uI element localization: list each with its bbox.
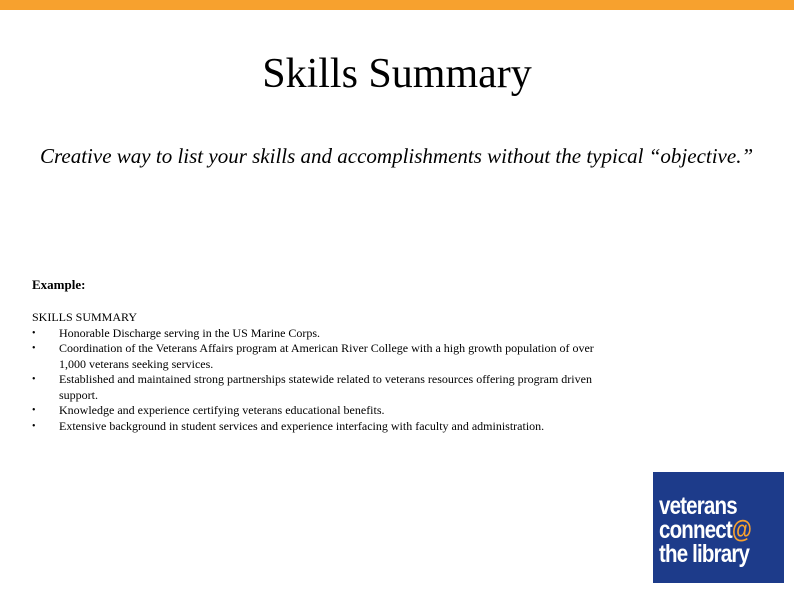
bullet-icon: • — [32, 420, 36, 432]
slide-intro-text: Creative way to list your skills and accomplishments without the typical “objective.” — [40, 144, 754, 168]
skills-list-item-text: Coordination of the Veterans Affairs program at American River College with a high growth population of over 1,000 veterans seeking services. — [59, 341, 594, 371]
skills-summary-heading: SKILLS SUMMARY — [32, 310, 138, 324]
logo-at-symbol: @ — [731, 516, 752, 544]
skills-summary-example — [32, 310, 612, 434]
skills-list-item — [32, 341, 612, 372]
skills-list-item — [32, 326, 612, 342]
skills-list-item — [32, 419, 612, 435]
example-label: Example: — [32, 277, 86, 292]
skills-list-item — [32, 372, 612, 403]
skills-list-item — [32, 403, 612, 419]
bullet-icon: • — [32, 374, 36, 385]
slide-title: Skills Summary — [262, 51, 532, 97]
logo-line-veterans: veterans — [659, 492, 737, 520]
top-accent-bar — [0, 0, 794, 10]
bullet-icon: • — [32, 405, 36, 416]
logo-line-connect — [659, 518, 762, 542]
bullet-icon: • — [32, 343, 36, 354]
logo-connect-text: connect — [659, 516, 732, 544]
skills-list-item-text: Extensive background in student services and experience interfacing with faculty and administration. — [59, 418, 545, 433]
skills-list-item-text: Honorable Discharge serving in the US Marine Corps. — [59, 325, 321, 340]
veterans-connect-logo — [653, 472, 784, 583]
skills-list-item-text: Established and maintained strong partnerships statewide related to veterans resources offering program driven support. — [59, 372, 592, 402]
skills-list-item-text: Knowledge and experience certifying veterans educational benefits. — [59, 403, 385, 417]
skills-list — [32, 326, 612, 435]
bullet-icon: • — [32, 327, 36, 339]
logo-line-the-library: the library — [659, 540, 750, 568]
